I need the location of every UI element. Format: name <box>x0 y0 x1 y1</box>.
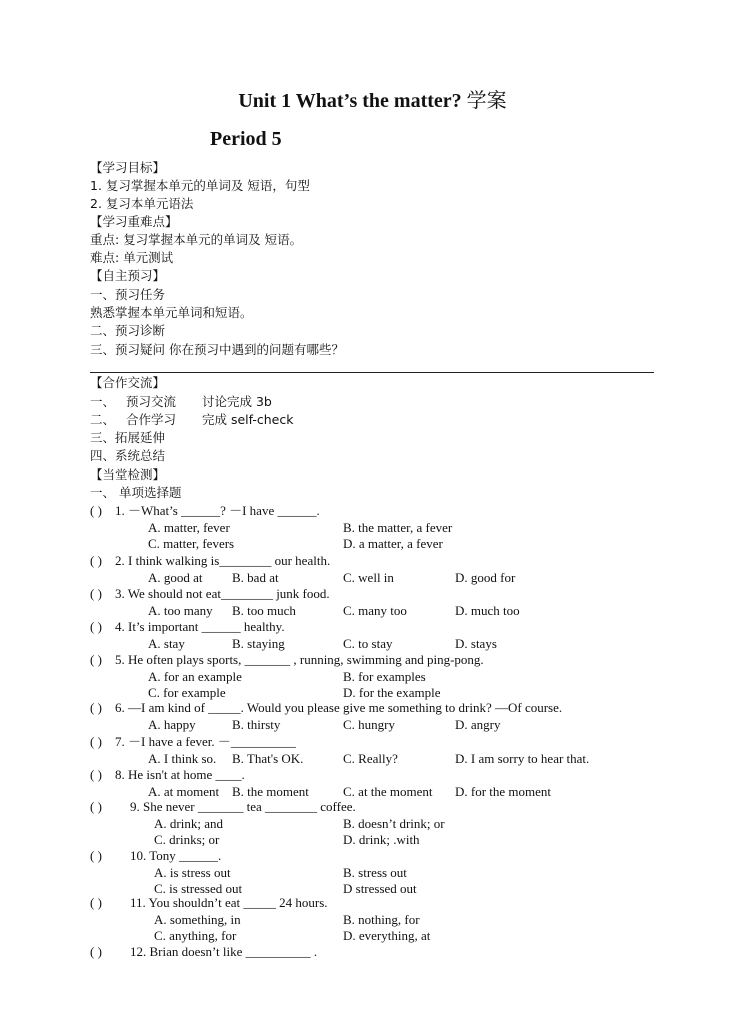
cooperation-summary: 四、系统总结 <box>90 448 166 463</box>
question-12-answer-bracket: ( ) <box>90 944 102 959</box>
question-6-answer-bracket: ( ) <box>90 700 102 715</box>
question-9-option-c: C. drinks; or <box>154 832 220 847</box>
cooperation-item-2-label: 合作学习 <box>126 412 177 427</box>
cooperation-item-1-num: 一、 <box>90 394 116 409</box>
cooperation-item-1-label: 预习交流 <box>126 394 177 409</box>
question-4-answer-bracket: ( ) <box>90 619 102 634</box>
preview-heading: 【自主预习】 <box>90 268 166 283</box>
question-11-option-d: D. everything, at <box>343 928 431 943</box>
question-6-option-a: A. happy <box>148 717 196 732</box>
question-7-option-a: A. I think so. <box>148 751 217 766</box>
objectives-heading: 【学习目标】 <box>90 160 166 175</box>
test-section: 一、 单项选择题 <box>90 485 182 500</box>
question-8-option-d: D. for the moment <box>455 784 552 799</box>
cooperation-heading: 【合作交流】 <box>90 375 166 390</box>
period-heading: Period 5 <box>210 128 282 150</box>
question-7-answer-bracket: ( ) <box>90 734 102 749</box>
question-3-option-d: D. much too <box>455 603 520 618</box>
question-5-option-d: D. for the example <box>343 685 441 700</box>
question-7-stem: 7. －I have a fever. －__________ <box>115 734 296 749</box>
question-8-option-c: C. at the moment <box>343 784 433 799</box>
question-10-answer-bracket: ( ) <box>90 848 102 863</box>
question-10-option-c: C. is stressed out <box>154 881 243 896</box>
question-8-answer-bracket: ( ) <box>90 767 102 782</box>
question-1-stem: 1. －What’s ______? －I have ______. <box>115 503 320 518</box>
question-11-answer-bracket: ( ) <box>90 895 102 910</box>
preview-task-detail: 熟悉掌握本单元单词和短语。 <box>90 305 253 320</box>
question-7-option-c: C. Really? <box>343 751 398 766</box>
question-11-stem: 11. You shouldn’t eat _____ 24 hours. <box>130 895 328 910</box>
question-2-option-d: D. good for <box>455 570 516 585</box>
question-10-option-a: A. is stress out <box>154 865 231 880</box>
question-4-stem: 4. It’s important ______ healthy. <box>115 619 285 634</box>
question-4-option-a: A. stay <box>148 636 185 651</box>
question-1-option-d: D. a matter, a fever <box>343 536 443 551</box>
key-point: 重点: 复习掌握本单元的单词及 短语。 <box>90 232 303 247</box>
question-3-option-a: A. too many <box>148 603 213 618</box>
test-heading: 【当堂检测】 <box>90 467 166 482</box>
cooperation-item-2 <box>90 412 294 428</box>
cooperation-item-2-num: 二、 <box>90 412 116 427</box>
cooperation-item-2-detail: 完成 self-check <box>202 412 294 427</box>
document-title <box>0 84 745 113</box>
question-7-option-b: B. That's OK. <box>232 751 304 766</box>
question-2-option-c: C. well in <box>343 570 394 585</box>
question-8-option-a: A. at moment <box>148 784 220 799</box>
preview-diagnosis: 二、预习诊断 <box>90 323 166 338</box>
question-5-option-c: C. for example <box>148 685 226 700</box>
cooperation-extend: 三、拓展延伸 <box>90 430 166 445</box>
question-3-answer-bracket: ( ) <box>90 586 102 601</box>
question-9-answer-bracket: ( ) <box>90 799 102 814</box>
question-5-answer-bracket: ( ) <box>90 652 102 667</box>
question-3-stem: 3. We should not eat________ junk food. <box>115 586 330 601</box>
cooperation-item-1-detail: 讨论完成 3b <box>202 394 272 409</box>
question-2-answer-bracket: ( ) <box>90 553 102 568</box>
question-5-stem: 5. He often plays sports, _______ , running, swimming and ping-pong. <box>115 652 484 667</box>
question-6-option-b: B. thirsty <box>232 717 281 732</box>
title-english: Unit 1 What’s the matter? <box>238 90 462 112</box>
question-10-option-d: D stressed out <box>343 881 417 896</box>
question-4-option-d: D. stays <box>455 636 497 651</box>
question-9-option-d: D. drink; .with <box>343 832 420 847</box>
question-6-stem: 6. —I am kind of _____. Would you please give me something to drink? —Of course. <box>115 700 563 715</box>
question-1-answer-bracket: ( ) <box>90 503 102 518</box>
question-7-option-d: D. I am sorry to hear that. <box>455 751 590 766</box>
preview-task: 一、预习任务 <box>90 287 166 302</box>
key-points-heading: 【学习重难点】 <box>90 214 178 229</box>
question-2-stem: 2. I think walking is________ our health. <box>115 553 331 568</box>
title-chinese: 学案 <box>466 88 507 112</box>
answer-line <box>90 372 654 373</box>
question-9-stem: 9. She never _______ tea ________ coffee. <box>130 799 356 814</box>
question-2-option-a: A. good at <box>148 570 203 585</box>
question-5-option-b: B. for examples <box>343 669 426 684</box>
objective-item-1: 1. 复习掌握本单元的单词及 短语，句型 <box>90 178 310 193</box>
preview-questions: 三、预习疑问 你在预习中遇到的问题有哪些？ <box>90 342 344 357</box>
question-9-option-a: A. drink; and <box>154 816 223 831</box>
question-1-option-b: B. the matter, a fever <box>343 520 453 535</box>
question-3-option-b: B. too much <box>232 603 296 618</box>
question-1-option-c: C. matter, fevers <box>148 536 235 551</box>
question-11-option-a: A. something, in <box>154 912 241 927</box>
difficult-point: 难点: 单元测试 <box>90 250 174 265</box>
question-9-option-b: B. doesn’t drink; or <box>343 816 445 831</box>
question-11-option-b: B. nothing, for <box>343 912 420 927</box>
question-4-option-b: B. staying <box>232 636 285 651</box>
question-10-option-b: B. stress out <box>343 865 407 880</box>
question-6-option-c: C. hungry <box>343 717 395 732</box>
cooperation-item-1 <box>90 394 272 410</box>
question-1-option-a: A. matter, fever <box>148 520 230 535</box>
question-4-option-c: C. to stay <box>343 636 393 651</box>
question-3-option-c: C. many too <box>343 603 407 618</box>
objective-item-2: 2. 复习本单元语法 <box>90 196 194 211</box>
question-6-option-d: D. angry <box>455 717 501 732</box>
question-12-stem: 12. Brian doesn’t like __________ . <box>130 944 318 959</box>
question-8-option-b: B. the moment <box>232 784 309 799</box>
question-10-stem: 10. Tony ______. <box>130 848 222 863</box>
question-8-stem: 8. He isn't at home ____. <box>115 767 245 782</box>
question-5-option-a: A. for an example <box>148 669 242 684</box>
question-11-option-c: C. anything, for <box>154 928 237 943</box>
question-2-option-b: B. bad at <box>232 570 279 585</box>
